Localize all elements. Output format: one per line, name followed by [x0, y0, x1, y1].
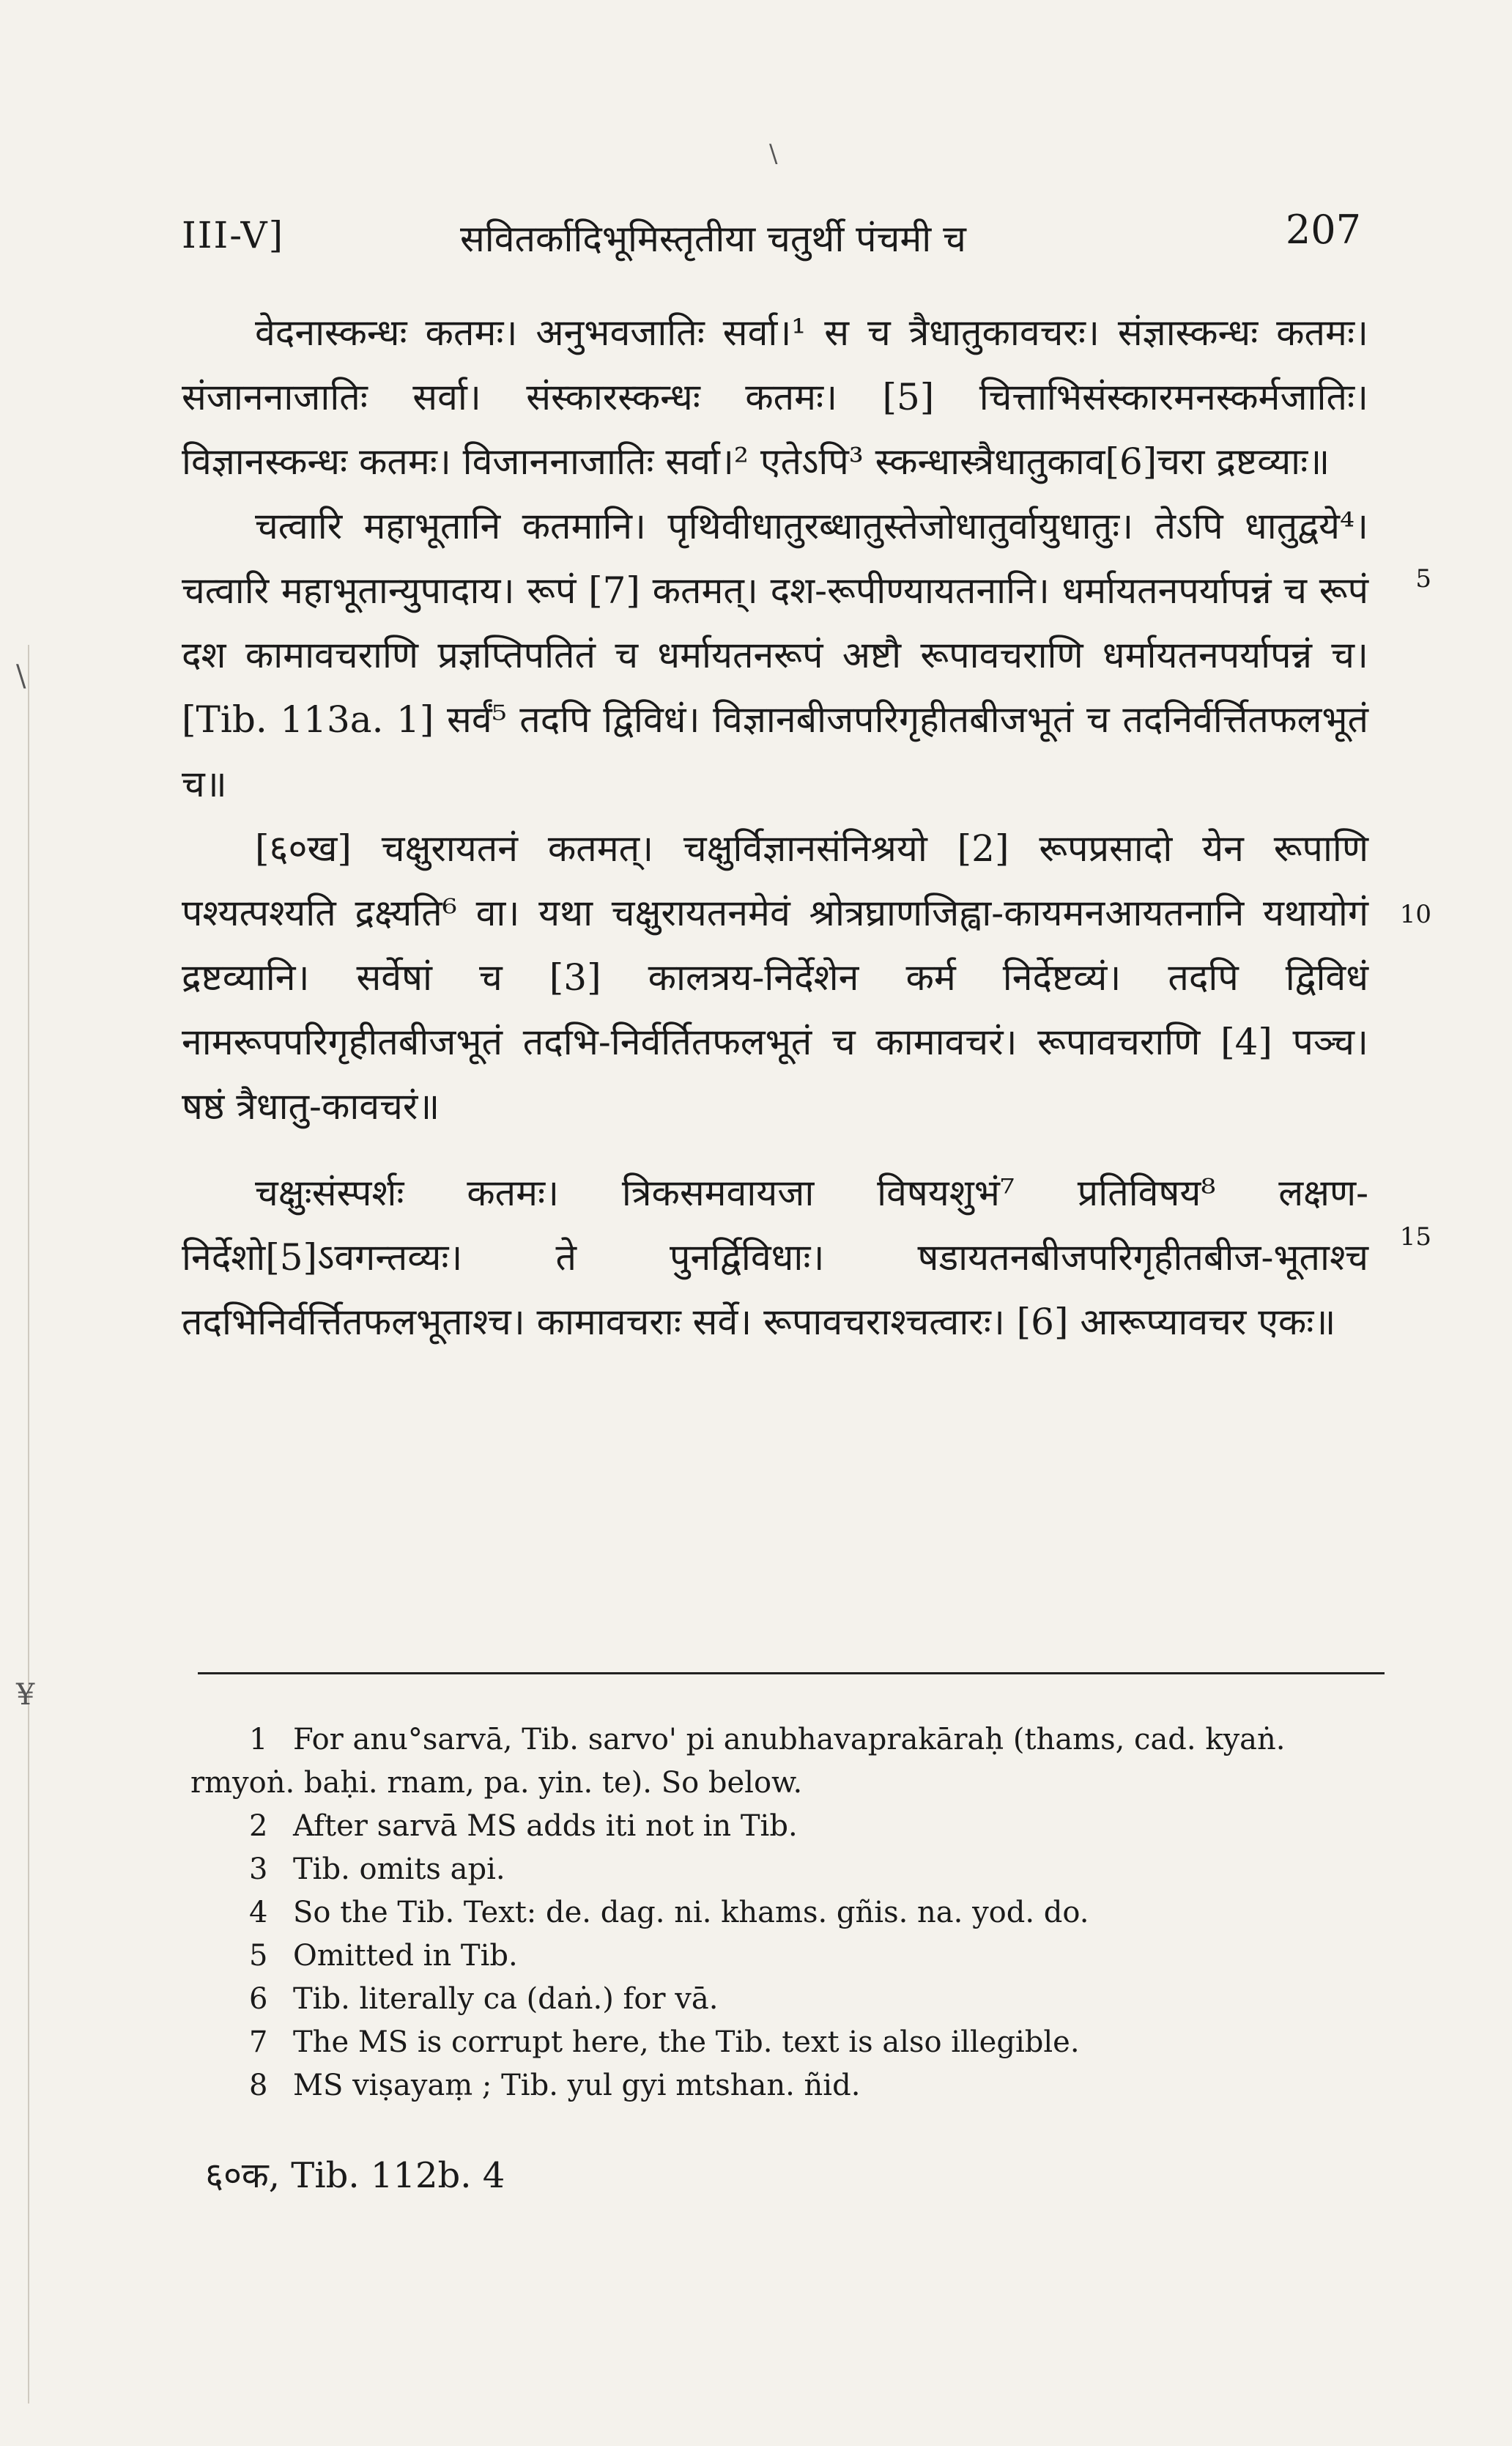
paragraph-mahabhuta: चत्वारि महाभूतानि कतमानि। पृथिवीधातुरब्धातुस्तेजोधातुर्वायुधातुः। तेऽपि धातुद्वये⁴। चत्वारि महाभूतान्युपादाय। रूपं [7] कतमत्। दश-रूपीण्यायतनानि। धर्मायतनपर्यापन्नं च रूपं दश कामावचराणि प्रज्ञप्तिपतितं च धर्मायतनरूपं अष्टौ रूपावचराणि धर्मायतनपर्यापन्नं च। [Tib. 113a. 1] सर्वं⁵ तदपि द्विविधं। विज्ञानबीजपरिगृहीतबीजभूतं च तदनिर्वर्त्तितफलभूतं च॥ [182, 505, 1368, 805]
folio-reference: ६०क, Tib. 112b. 4 [205, 2155, 505, 2196]
section-label: III-V] [182, 214, 285, 256]
footnotes [190, 1718, 1392, 2107]
running-title: सवितर्कादिभूमिस्तृतीया चतुर्थी पंचमी च [460, 218, 966, 260]
paragraph-caksurayatana: [६०ख] चक्षुरायतनं कतमत्। चक्षुर्विज्ञानसंनिश्रयो [2] रूपप्रसादो येन रूपाणि पश्यत्पश्यति द्रक्ष्यति⁶ वा। यथा चक्षुरायतनमेवं श्रोत्रघ्राणजिह्वा-कायमनआयतनानि यथायोगं द्रष्टव्यानि। सर्वेषां च [3] कालत्रय-निर्देशेन कर्म निर्देष्टव्यं। तदपि द्विविधं नामरूपपरिगृहीतबीजभूतं तदभि-निर्वर्तितफलभूतं च कामावचरं। रूपावचराणि [4] पञ्च। षष्ठं त्रैधातु-कावचरं॥ [182, 827, 1368, 1128]
footnote: 5 Omitted in Tib. [249, 1939, 518, 1973]
line-number: 5 [1415, 564, 1431, 594]
running-header [182, 207, 1361, 265]
footnote-rule [198, 1672, 1385, 1674]
paragraph-vedana: वेदनास्कन्धः कतमः। अनुभवजातिः सर्वा।¹ स च त्रैधातुकावचरः। संज्ञास्कन्धः कतमः। संजाननाजातिः सर्वा। संस्कारस्कन्धः कतमः। [5] चित्ताभिसंस्कारमनस्कर्मजातिः। विज्ञानस्कन्धः कतमः। विजाननाजातिः सर्वा।² एतेऽपि³ स्कन्धास्त्रैधातुकाव[6]चरा द्रष्टव्याः॥ [182, 311, 1368, 483]
paragraph-caksuhsamsparsa: चक्षुःसंस्पर्शः कतमः। त्रिकसमवायजा विषयशुभं⁷ प्रतिविषय⁸ लक्षण-निर्देशो[5]ऽवगन्तव्यः। ते पुनर्द्विविधाः। षडायतनबीजपरिगृहीतबीज-भूताश्च तदभिनिर्वर्त्तितफलभूताश्च। कामावचराः सर्वे। रूपावचराश्चत्वारः। [6] आरूप्यावचर एकः॥ [182, 1172, 1368, 1343]
footnote: 6 Tib. literally ca (daṅ.) for vā. [249, 1982, 719, 2016]
margin-mark: ¥ [16, 1678, 35, 1712]
footnote: 4 So the Tib. Text: de. dag. ni. khams. gñis. na. yod. do. [249, 1896, 1089, 1929]
footnote: 8 MS viṣayaṃ ; Tib. yul gyi mtshan. ñid. [249, 2069, 861, 2102]
footnote: 7 The MS is corrupt here, the Tib. text is also illegible. [249, 2025, 1080, 2059]
footnote: 3 Tib. omits api. [249, 1852, 505, 1886]
margin-mark: \ [16, 659, 26, 693]
main-text [182, 300, 1368, 1354]
binding-edge [28, 645, 29, 2403]
footnote: 2 After sarvā MS adds iti not in Tib. [249, 1809, 798, 1843]
line-number: 15 [1399, 1222, 1431, 1252]
line-number: 10 [1399, 900, 1431, 929]
page-number: 207 [1285, 207, 1361, 253]
page-speck: \ [769, 139, 778, 169]
footnote: 1 For anu°sarvā, Tib. sarvo' pi anubhavaprakāraḥ (thams, cad. kyaṅ. rmyoṅ. baḥi. rnam, pa. yin. te). So below. [190, 1723, 1286, 1800]
